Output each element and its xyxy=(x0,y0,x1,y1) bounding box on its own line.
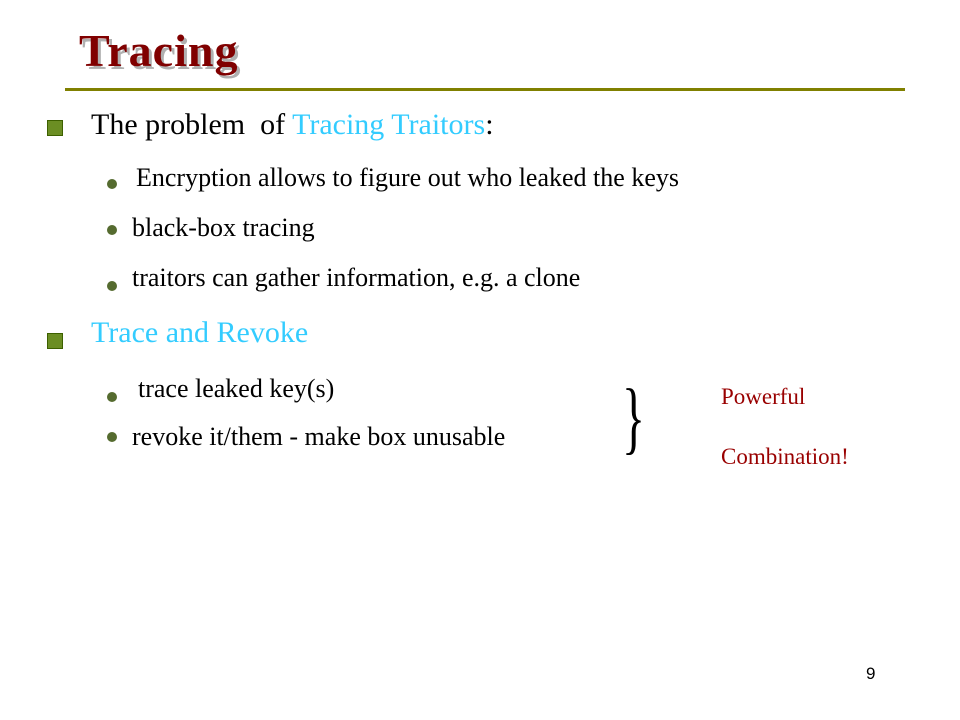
subitem-trace-leaked: trace leaked key(s) xyxy=(138,374,335,403)
bullet-trace-and-revoke: Trace and Revoke xyxy=(91,316,309,349)
note-combination: Combination! xyxy=(721,444,849,469)
subitem-black-box: black-box tracing xyxy=(132,213,315,242)
subitem-traitors-gather: traitors can gather information, e.g. a clone xyxy=(132,263,581,292)
bullet-highlight: Tracing Traitors xyxy=(292,108,486,141)
round-bullet-icon xyxy=(107,225,117,235)
round-bullet-icon xyxy=(107,281,117,291)
bullet-suffix: : xyxy=(485,108,494,141)
subitem-encryption: Encryption allows to figure out who leaked the keys xyxy=(136,163,679,192)
bullet-prefix: The problem of xyxy=(91,108,293,141)
grouping-brace: } xyxy=(622,374,646,462)
bullet-tracing-traitors xyxy=(91,110,494,140)
round-bullet-icon xyxy=(107,179,117,189)
square-bullet-icon xyxy=(47,120,63,136)
slide-title: Tracing xyxy=(79,25,239,76)
round-bullet-icon xyxy=(107,432,117,442)
subitem-revoke: revoke it/them - make box unusable xyxy=(132,422,506,451)
title-divider xyxy=(65,88,905,91)
page-number: 9 xyxy=(866,664,876,683)
square-bullet-icon xyxy=(47,333,63,349)
note-powerful: Powerful xyxy=(721,384,806,409)
round-bullet-icon xyxy=(107,392,117,402)
